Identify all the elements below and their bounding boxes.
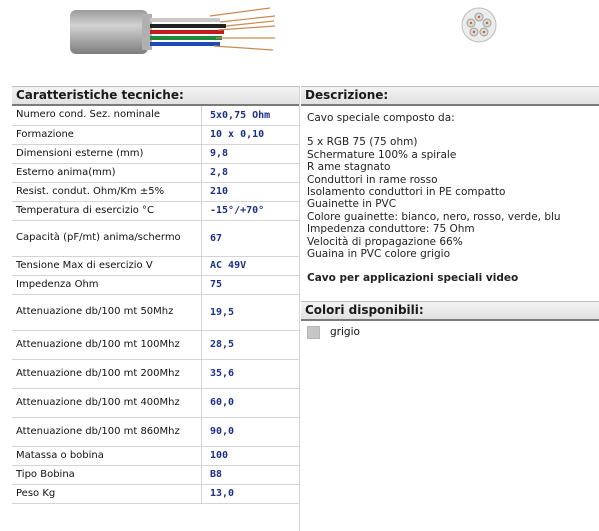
description-line: Isolamento conduttori in PE compatto bbox=[307, 186, 506, 199]
spec-label: Capacità (pF/mt) anima/schermo bbox=[12, 220, 202, 256]
spec-value: B8 bbox=[202, 465, 300, 484]
spec-row bbox=[12, 417, 299, 446]
spec-value: 19,5 bbox=[202, 294, 300, 330]
spec-value: 35,6 bbox=[202, 359, 300, 388]
color-item bbox=[301, 321, 599, 344]
spec-value: 13,0 bbox=[202, 484, 300, 503]
spec-label: Tensione Max di esercizio V bbox=[12, 256, 202, 275]
spec-value: 60,0 bbox=[202, 388, 300, 417]
spec-label: Tipo Bobina bbox=[12, 465, 202, 484]
spec-row bbox=[12, 144, 299, 163]
spec-row bbox=[12, 294, 299, 330]
spec-value: AC 49V bbox=[202, 256, 300, 275]
spec-label: Numero cond. Sez. nominale bbox=[12, 106, 202, 125]
specs-header: Caratteristiche tecniche: bbox=[12, 86, 299, 106]
description-panel bbox=[301, 86, 599, 344]
spec-row bbox=[12, 359, 299, 388]
spec-row bbox=[12, 330, 299, 359]
description-line: R ame stagnato bbox=[307, 161, 391, 174]
spec-value: -15°/+70° bbox=[202, 201, 300, 220]
spec-value: 10 x 0,10 bbox=[202, 125, 300, 144]
spec-value: 2,8 bbox=[202, 163, 300, 182]
description-line: Conduttori in rame rosso bbox=[307, 173, 438, 186]
colors-list bbox=[301, 321, 599, 344]
spec-value: 90,0 bbox=[202, 417, 300, 446]
color-swatch bbox=[307, 326, 320, 339]
cable-photo bbox=[70, 4, 280, 60]
spec-label: Impedenza Ohm bbox=[12, 275, 202, 294]
description-bold-line: Cavo per applicazioni speciali video bbox=[307, 272, 519, 285]
description-line: Schermature 100% a spirale bbox=[307, 148, 457, 161]
description-line: Velocità di propagazione 66% bbox=[307, 235, 463, 248]
spec-value: 75 bbox=[202, 275, 300, 294]
spec-value: 210 bbox=[202, 182, 300, 201]
spec-row bbox=[12, 220, 299, 256]
description-intro: Cavo speciale composto da: bbox=[307, 112, 455, 124]
specs-table bbox=[12, 106, 299, 504]
spec-row bbox=[12, 275, 299, 294]
spec-label: Matassa o bobina bbox=[12, 446, 202, 465]
spec-label: Attenuazione db/100 mt 100Mhz bbox=[12, 330, 202, 359]
spec-label: Attenuazione db/100 mt 50Mhz bbox=[12, 294, 202, 330]
description-header: Descrizione: bbox=[301, 86, 599, 106]
color-name: grigio bbox=[330, 326, 360, 339]
spec-row bbox=[12, 163, 299, 182]
description-line: Guainette in PVC bbox=[307, 198, 397, 211]
spec-label: Resist. condut. Ohm/Km ±5% bbox=[12, 182, 202, 201]
column-divider bbox=[299, 86, 300, 531]
spec-row bbox=[12, 256, 299, 275]
spec-label: Formazione bbox=[12, 125, 202, 144]
spec-row bbox=[12, 201, 299, 220]
spec-label: Attenuazione db/100 mt 200Mhz bbox=[12, 359, 202, 388]
technical-specs-panel bbox=[12, 86, 299, 504]
spec-label: Peso Kg bbox=[12, 484, 202, 503]
spec-value: 9,8 bbox=[202, 144, 300, 163]
spec-label: Temperatura di esercizio °C bbox=[12, 201, 202, 220]
spec-value: 67 bbox=[202, 220, 300, 256]
description-line: Colore guainette: bianco, nero, rosso, verde, blu bbox=[307, 210, 561, 223]
spec-label: Attenuazione db/100 mt 860Mhz bbox=[12, 417, 202, 446]
spec-row bbox=[12, 182, 299, 201]
description-line: Guaina in PVC colore grigio bbox=[307, 248, 450, 261]
spec-label: Esterno anima(mm) bbox=[12, 163, 202, 182]
spec-value: 5x0,75 Ohm bbox=[202, 106, 300, 125]
spec-row bbox=[12, 446, 299, 465]
spec-row bbox=[12, 106, 299, 125]
cable-cross-section-image bbox=[460, 6, 498, 44]
spec-row bbox=[12, 484, 299, 503]
spec-label: Attenuazione db/100 mt 400Mhz bbox=[12, 388, 202, 417]
description-body bbox=[301, 106, 599, 289]
spec-value: 100 bbox=[202, 446, 300, 465]
description-lines bbox=[307, 136, 593, 260]
spec-label: Dimensioni esterne (mm) bbox=[12, 144, 202, 163]
description-line: 5 x RGB 75 (75 ohm) bbox=[307, 136, 418, 149]
colors-header: Colori disponibili: bbox=[301, 301, 599, 321]
spec-row bbox=[12, 125, 299, 144]
description-line: Impedenza conduttore: 75 Ohm bbox=[307, 223, 475, 236]
spec-row bbox=[12, 465, 299, 484]
product-images bbox=[0, 0, 599, 80]
spec-value: 28,5 bbox=[202, 330, 300, 359]
spec-row bbox=[12, 388, 299, 417]
